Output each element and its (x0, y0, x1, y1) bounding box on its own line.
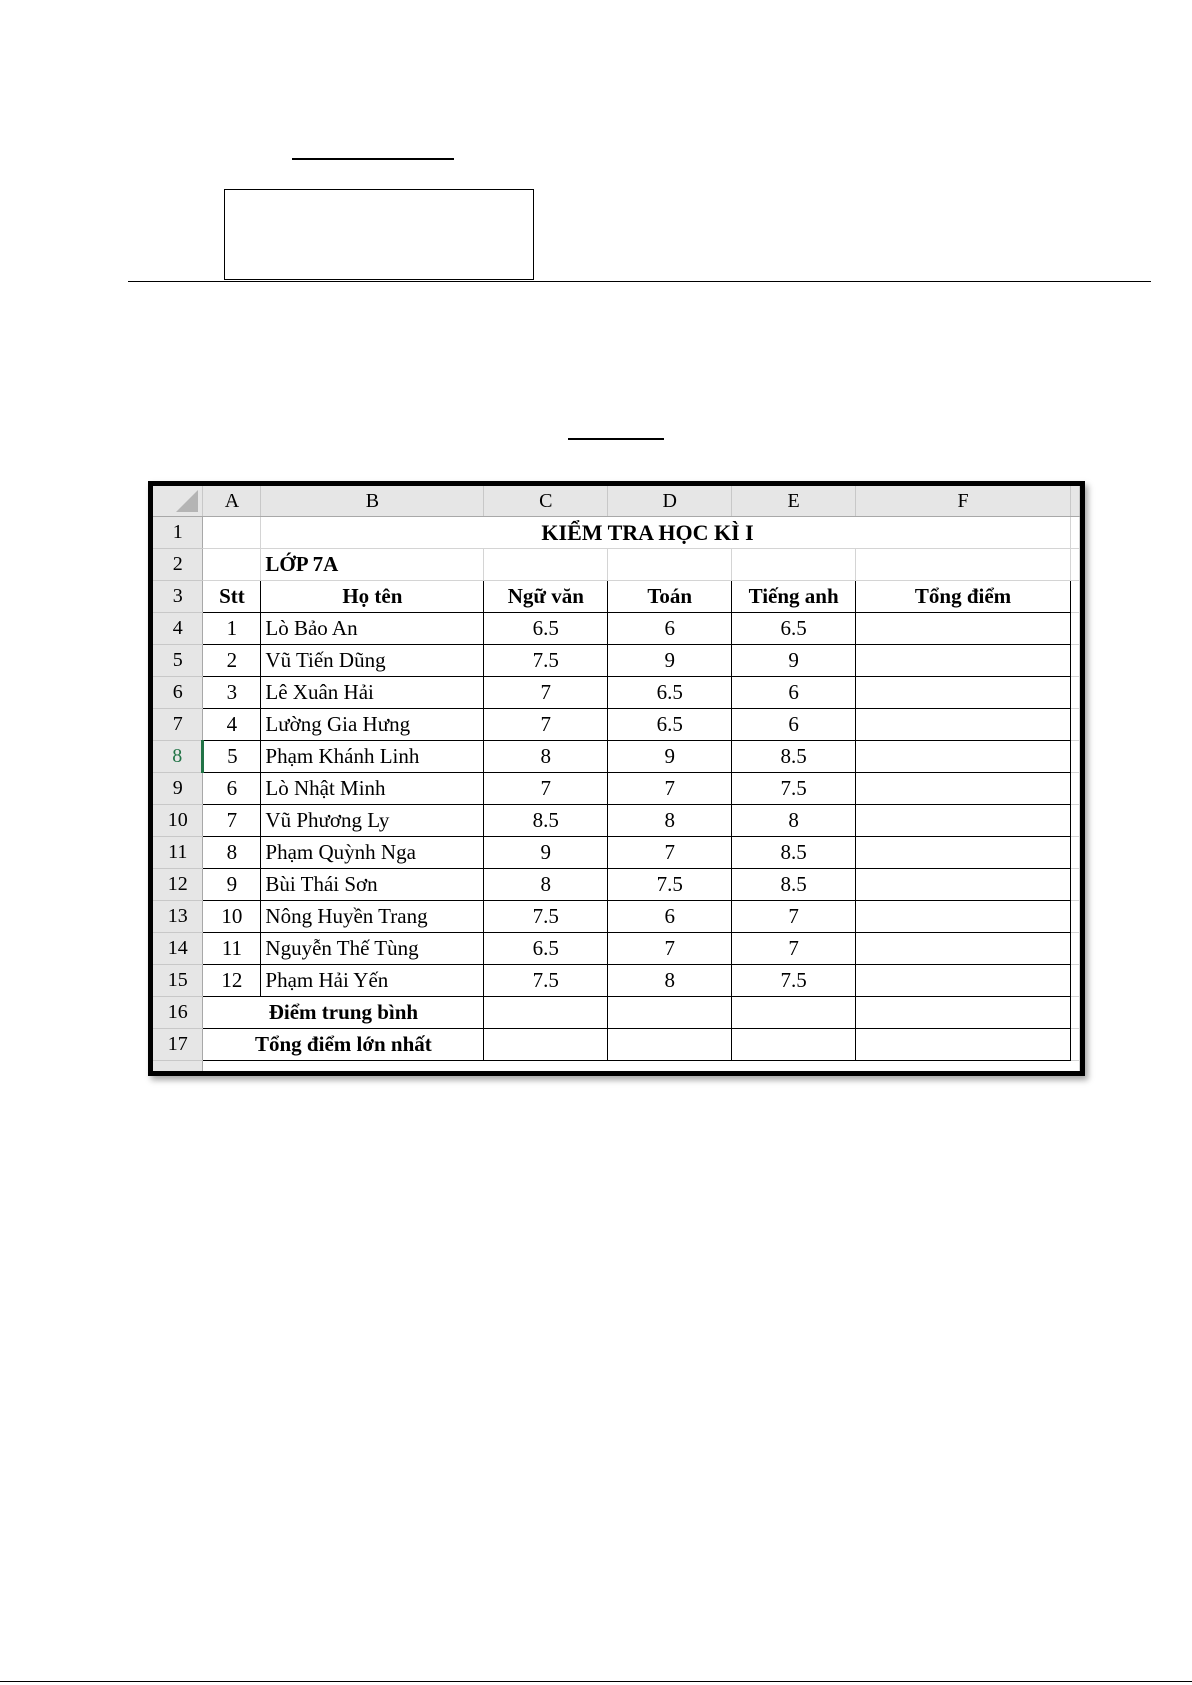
student-stt[interactable]: 9 (203, 869, 261, 901)
column-header-d[interactable]: D (608, 486, 732, 517)
cell[interactable] (608, 1029, 732, 1061)
student-ngu-van[interactable]: 8.5 (484, 805, 608, 837)
cell[interactable] (1070, 549, 1079, 581)
student-stt[interactable]: 11 (203, 933, 261, 965)
cell[interactable] (1070, 869, 1079, 901)
sheet-row-1 (153, 517, 1080, 549)
column-header-f[interactable]: F (856, 486, 1071, 517)
student-name[interactable]: Nông Huyền Trang (261, 901, 484, 933)
student-tieng-anh[interactable]: 6 (732, 709, 856, 741)
student-row (153, 709, 1080, 741)
student-tong-diem[interactable] (856, 805, 1071, 837)
row-header[interactable]: 17 (153, 1029, 203, 1061)
student-name[interactable]: Lê Xuân Hải (261, 677, 484, 709)
student-toan[interactable]: 7 (608, 933, 732, 965)
row-header[interactable]: 11 (153, 837, 203, 869)
student-name[interactable]: Lò Nhật Minh (261, 773, 484, 805)
header-ho-ten[interactable]: Họ tên (261, 581, 484, 613)
student-ngu-van[interactable]: 7.5 (484, 965, 608, 997)
page-bottom-rule (0, 1681, 1192, 1682)
underline-decoration (292, 158, 454, 160)
student-row (153, 645, 1080, 677)
student-rows (153, 613, 1080, 997)
student-tieng-anh[interactable]: 7.5 (732, 965, 856, 997)
cell[interactable] (1070, 613, 1079, 645)
student-toan[interactable]: 9 (608, 645, 732, 677)
cell[interactable] (484, 997, 608, 1029)
cell[interactable] (732, 549, 856, 581)
student-ngu-van[interactable]: 7 (484, 773, 608, 805)
cell[interactable] (203, 517, 261, 549)
student-toan[interactable]: 6.5 (608, 677, 732, 709)
student-stt[interactable]: 3 (203, 677, 261, 709)
sheet-row-3 (153, 581, 1080, 613)
student-row (153, 677, 1080, 709)
row-header[interactable]: 2 (153, 549, 203, 581)
header-ngu-van[interactable]: Ngữ văn (484, 581, 608, 613)
student-toan[interactable]: 6.5 (608, 709, 732, 741)
student-tong-diem[interactable] (856, 773, 1071, 805)
cell[interactable] (1070, 773, 1079, 805)
select-all-triangle-icon (176, 490, 198, 512)
cell[interactable] (608, 549, 732, 581)
student-tieng-anh[interactable]: 6.5 (732, 613, 856, 645)
cell[interactable] (856, 997, 1071, 1029)
student-stt[interactable]: 4 (203, 709, 261, 741)
cell[interactable] (1070, 517, 1079, 549)
cell[interactable] (1070, 933, 1079, 965)
cell[interactable] (203, 1061, 1080, 1077)
student-name[interactable]: Vũ Tiến Dũng (261, 645, 484, 677)
student-tieng-anh[interactable]: 9 (732, 645, 856, 677)
student-stt[interactable]: 8 (203, 837, 261, 869)
student-tieng-anh[interactable]: 6 (732, 677, 856, 709)
column-header-row (153, 486, 1080, 517)
row-header[interactable]: 13 (153, 901, 203, 933)
student-tieng-anh[interactable]: 8.5 (732, 741, 856, 773)
student-toan[interactable]: 6 (608, 901, 732, 933)
student-tong-diem[interactable] (856, 965, 1071, 997)
student-tieng-anh[interactable]: 8.5 (732, 869, 856, 901)
row-header[interactable]: 10 (153, 805, 203, 837)
student-ngu-van[interactable]: 7.5 (484, 645, 608, 677)
header-stt[interactable]: Stt (203, 581, 261, 613)
student-name[interactable]: Phạm Khánh Linh (261, 741, 484, 773)
row-header[interactable]: 14 (153, 933, 203, 965)
column-header-a[interactable]: A (203, 486, 261, 517)
cell[interactable] (1070, 677, 1079, 709)
row-header[interactable]: 7 (153, 709, 203, 741)
student-name[interactable]: Phạm Quỳnh Nga (261, 837, 484, 869)
student-row (153, 837, 1080, 869)
cell[interactable] (1070, 709, 1079, 741)
student-row (153, 965, 1080, 997)
student-tieng-anh[interactable]: 7.5 (732, 773, 856, 805)
student-tong-diem[interactable] (856, 901, 1071, 933)
cell[interactable] (1070, 645, 1079, 677)
sheet-title[interactable]: KIỂM TRA HỌC KÌ I (261, 517, 1071, 549)
cell[interactable] (1070, 997, 1079, 1029)
summary-max-label[interactable]: Tổng điểm lớn nhất (203, 1029, 484, 1061)
student-ngu-van[interactable]: 7 (484, 709, 608, 741)
summary-average-label[interactable]: Điểm trung bình (203, 997, 484, 1029)
student-toan[interactable]: 7 (608, 773, 732, 805)
sheet-row-2 (153, 549, 1080, 581)
student-stt[interactable]: 7 (203, 805, 261, 837)
cell[interactable] (856, 1029, 1071, 1061)
row-header[interactable]: 12 (153, 869, 203, 901)
student-tong-diem[interactable] (856, 613, 1071, 645)
student-stt[interactable]: 10 (203, 901, 261, 933)
row-header[interactable]: 16 (153, 997, 203, 1029)
column-header-e[interactable]: E (732, 486, 856, 517)
student-row (153, 613, 1080, 645)
cell[interactable] (856, 549, 1071, 581)
header-tong-diem[interactable]: Tổng điểm (856, 581, 1071, 613)
column-header-c[interactable]: C (484, 486, 608, 517)
sheet-row-16 (153, 997, 1080, 1029)
select-all-corner[interactable] (153, 486, 203, 517)
student-tieng-anh[interactable]: 8.5 (732, 837, 856, 869)
student-tieng-anh[interactable]: 7 (732, 901, 856, 933)
student-tieng-anh[interactable]: 8 (732, 805, 856, 837)
cell[interactable] (732, 997, 856, 1029)
student-stt[interactable]: 5 (203, 741, 261, 773)
student-toan[interactable]: 8 (608, 805, 732, 837)
student-name[interactable]: Bùi Thái Sơn (261, 869, 484, 901)
student-tong-diem[interactable] (856, 741, 1071, 773)
cell[interactable] (1070, 805, 1079, 837)
row-header[interactable]: 8 (153, 741, 203, 773)
student-tong-diem[interactable] (856, 837, 1071, 869)
horizontal-rule (128, 281, 1151, 282)
student-toan[interactable]: 6 (608, 613, 732, 645)
row-header[interactable]: 4 (153, 613, 203, 645)
spreadsheet-screenshot (148, 481, 1085, 1076)
cell[interactable] (608, 997, 732, 1029)
student-name[interactable]: Lường Gia Hưng (261, 709, 484, 741)
student-tong-diem[interactable] (856, 709, 1071, 741)
cell[interactable] (732, 1029, 856, 1061)
row-header[interactable]: 5 (153, 645, 203, 677)
student-tong-diem[interactable] (856, 677, 1071, 709)
class-label[interactable]: LỚP 7A (261, 549, 484, 581)
student-ngu-van[interactable]: 8 (484, 741, 608, 773)
spreadsheet-grid (153, 486, 1080, 1076)
student-toan[interactable]: 8 (608, 965, 732, 997)
student-row (153, 869, 1080, 901)
student-tong-diem[interactable] (856, 869, 1071, 901)
student-ngu-van[interactable]: 9 (484, 837, 608, 869)
header-tieng-anh[interactable]: Tiếng anh (732, 581, 856, 613)
student-row (153, 805, 1080, 837)
student-row (153, 773, 1080, 805)
header-toan[interactable]: Toán (608, 581, 732, 613)
cell[interactable] (1070, 901, 1079, 933)
student-ngu-van[interactable]: 7 (484, 677, 608, 709)
cell[interactable] (1070, 837, 1079, 869)
student-toan[interactable]: 7 (608, 837, 732, 869)
student-row (153, 901, 1080, 933)
row-header[interactable]: 1 (153, 517, 203, 549)
student-name[interactable]: Vũ Phương Ly (261, 805, 484, 837)
sheet-row-partial (153, 1061, 1080, 1077)
sheet-row-17 (153, 1029, 1080, 1061)
student-toan[interactable]: 9 (608, 741, 732, 773)
student-name[interactable]: Nguyễn Thế Tùng (261, 933, 484, 965)
empty-box (224, 189, 534, 280)
cell[interactable] (1070, 1029, 1079, 1061)
cell[interactable] (203, 549, 261, 581)
student-ngu-van[interactable]: 6.5 (484, 933, 608, 965)
student-stt[interactable]: 6 (203, 773, 261, 805)
student-tong-diem[interactable] (856, 645, 1071, 677)
row-header[interactable]: 15 (153, 965, 203, 997)
column-header-extra (1070, 486, 1079, 517)
student-name[interactable]: Lò Bảo An (261, 613, 484, 645)
cell[interactable] (1070, 965, 1079, 997)
cell[interactable] (1070, 741, 1079, 773)
student-stt[interactable]: 1 (203, 613, 261, 645)
cell[interactable] (484, 549, 608, 581)
student-toan[interactable]: 7.5 (608, 869, 732, 901)
cell[interactable] (1070, 581, 1079, 613)
row-header[interactable]: 3 (153, 581, 203, 613)
row-header[interactable]: 6 (153, 677, 203, 709)
student-ngu-van[interactable]: 8 (484, 869, 608, 901)
student-stt[interactable]: 2 (203, 645, 261, 677)
student-row (153, 741, 1080, 773)
short-underline (568, 438, 664, 440)
student-tieng-anh[interactable]: 7 (732, 933, 856, 965)
student-stt[interactable]: 12 (203, 965, 261, 997)
cell[interactable] (484, 1029, 608, 1061)
student-ngu-van[interactable]: 6.5 (484, 613, 608, 645)
student-tong-diem[interactable] (856, 933, 1071, 965)
student-row (153, 933, 1080, 965)
row-header[interactable]: 9 (153, 773, 203, 805)
row-header[interactable] (153, 1061, 203, 1077)
student-name[interactable]: Phạm Hải Yến (261, 965, 484, 997)
column-header-b[interactable]: B (261, 486, 484, 517)
student-ngu-van[interactable]: 7.5 (484, 901, 608, 933)
